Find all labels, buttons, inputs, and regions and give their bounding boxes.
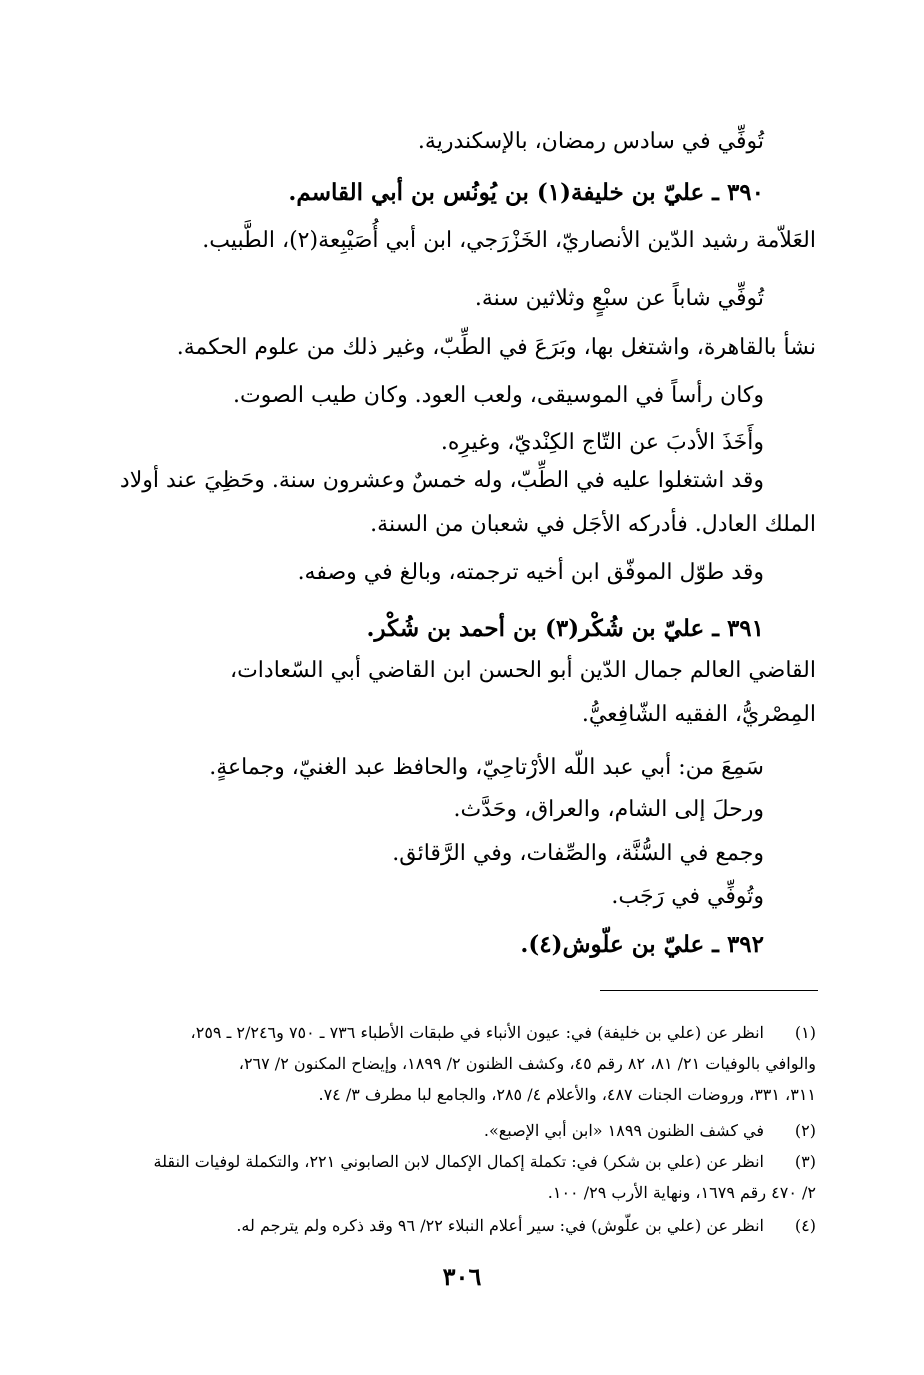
body-line: وأَخَذَ الأدبَ عن التّاج الكِنْديّ، وغيرِه. [440, 430, 764, 455]
footnote-line: انظر عن (علي بن خليفة) في: عيون الأنباء في طبقات الأطباء ٧٣٦ ـ ٧٥٠ و٢/٢٤٦ ـ ٢٥٩، [190, 1023, 764, 1042]
body-line: وكان رأساً في الموسيقى، ولعب العود. وكان طيب الصوت. [233, 383, 764, 408]
footnote-line: ٣١١، ٣٣١، وروضات الجنات ٤٨٧، والأعلام ٤/ ٢٨٥، والجامع لبا مطرف ٣/ ٧٤. [318, 1085, 816, 1104]
footnote-line: ٢/ ٤٧٠ رقم ١٦٧٩، ونهاية الأرب ٢٩/ ١٠٠. [547, 1183, 816, 1202]
body-line: المِصْريُّ، الفقيه الشّافِعيُّ. [581, 702, 816, 727]
body-line: الملك العادل. فأدركه الأجَل في شعبان من السنة. [370, 512, 816, 537]
footnote-line: انظر عن (علي بن شكر) في: تكملة إكمال الإكمال لابن الصابوني ٢٢١، والتكملة لوفيات النقلة [153, 1152, 764, 1171]
body-line: تُوفِّي في سادس رمضان، بالإسكندرية. [417, 129, 764, 154]
body-line: وقد اشتغلوا عليه في الطِّبّ، وله خمسٌ وعشرون سنة. وحَظِيَ عند أولاد [119, 468, 764, 493]
footnote-number: (٢) [794, 1121, 816, 1140]
footnote-line: في كشف الظنون ١٨٩٩ «ابن أبي الإصبع». [483, 1121, 764, 1140]
entry-heading-391: ٣٩١ ـ عليّ بن شُكْر(٣) بن أحمد بن شُكْر. [366, 615, 764, 642]
entry-heading-390: ٣٩٠ ـ عليّ بن خليفة(١) بن يُونُس بن أبي القاسم. [288, 179, 764, 206]
page-number: ٣٠٦ [442, 1262, 482, 1291]
body-line: العَلاّمة رشيد الدّين الأنصاريّ، الخَزْرَجي، ابن أبي أُصَيْبِعة(٢)، الطَّبيب. [202, 228, 816, 253]
entry-heading-392: ٣٩٢ ـ عليّ بن علّوش(٤). [520, 931, 764, 958]
body-line: وجمع في السُّنَّة، والصِّفات، وفي الرَّقائق. [392, 841, 764, 866]
footnote-number: (٣) [794, 1152, 816, 1171]
body-line: سَمِعَ من: أبي عبد اللّه الأرْتاحِيّ، والحافظ عبد الغنيّ، وجماعةٍ. [209, 755, 764, 780]
footnote-line: انظر عن (علي بن علّوش) في: سير أعلام النبلاء ٢٢/ ٩٦ وقد ذكره ولم يترجم له. [236, 1216, 764, 1235]
footnote-number: (١) [794, 1023, 816, 1042]
body-line: ورحلَ إلى الشام، والعراق، وحَدَّث. [453, 797, 764, 822]
footnote-line: والوافي بالوفيات ٢١/ ٨١، ٨٢ رقم ٤٥، وكشف الظنون ٢/ ١٨٩٩، وإيضاح المكنون ٢/ ٢٦٧، [238, 1054, 816, 1073]
body-line: نشأ بالقاهرة، واشتغل بها، وبَرَعَ في الطِّبّ، وغير ذلك من علوم الحكمة. [176, 335, 816, 360]
body-line: وتُوفِّي في رَجَب. [611, 884, 764, 909]
footnote-separator [600, 990, 818, 991]
body-line: تُوفِّي شاباً عن سبْعٍ وثلاثين سنة. [474, 286, 764, 311]
footnote-number: (٤) [794, 1216, 816, 1235]
body-line: وقد طوّل الموفّق ابن أخيه ترجمته، وبالغ في وصفه. [297, 560, 764, 585]
body-line: القاضي العالم جمال الدّين أبو الحسن ابن القاضي أبي السّعادات، [229, 658, 816, 683]
